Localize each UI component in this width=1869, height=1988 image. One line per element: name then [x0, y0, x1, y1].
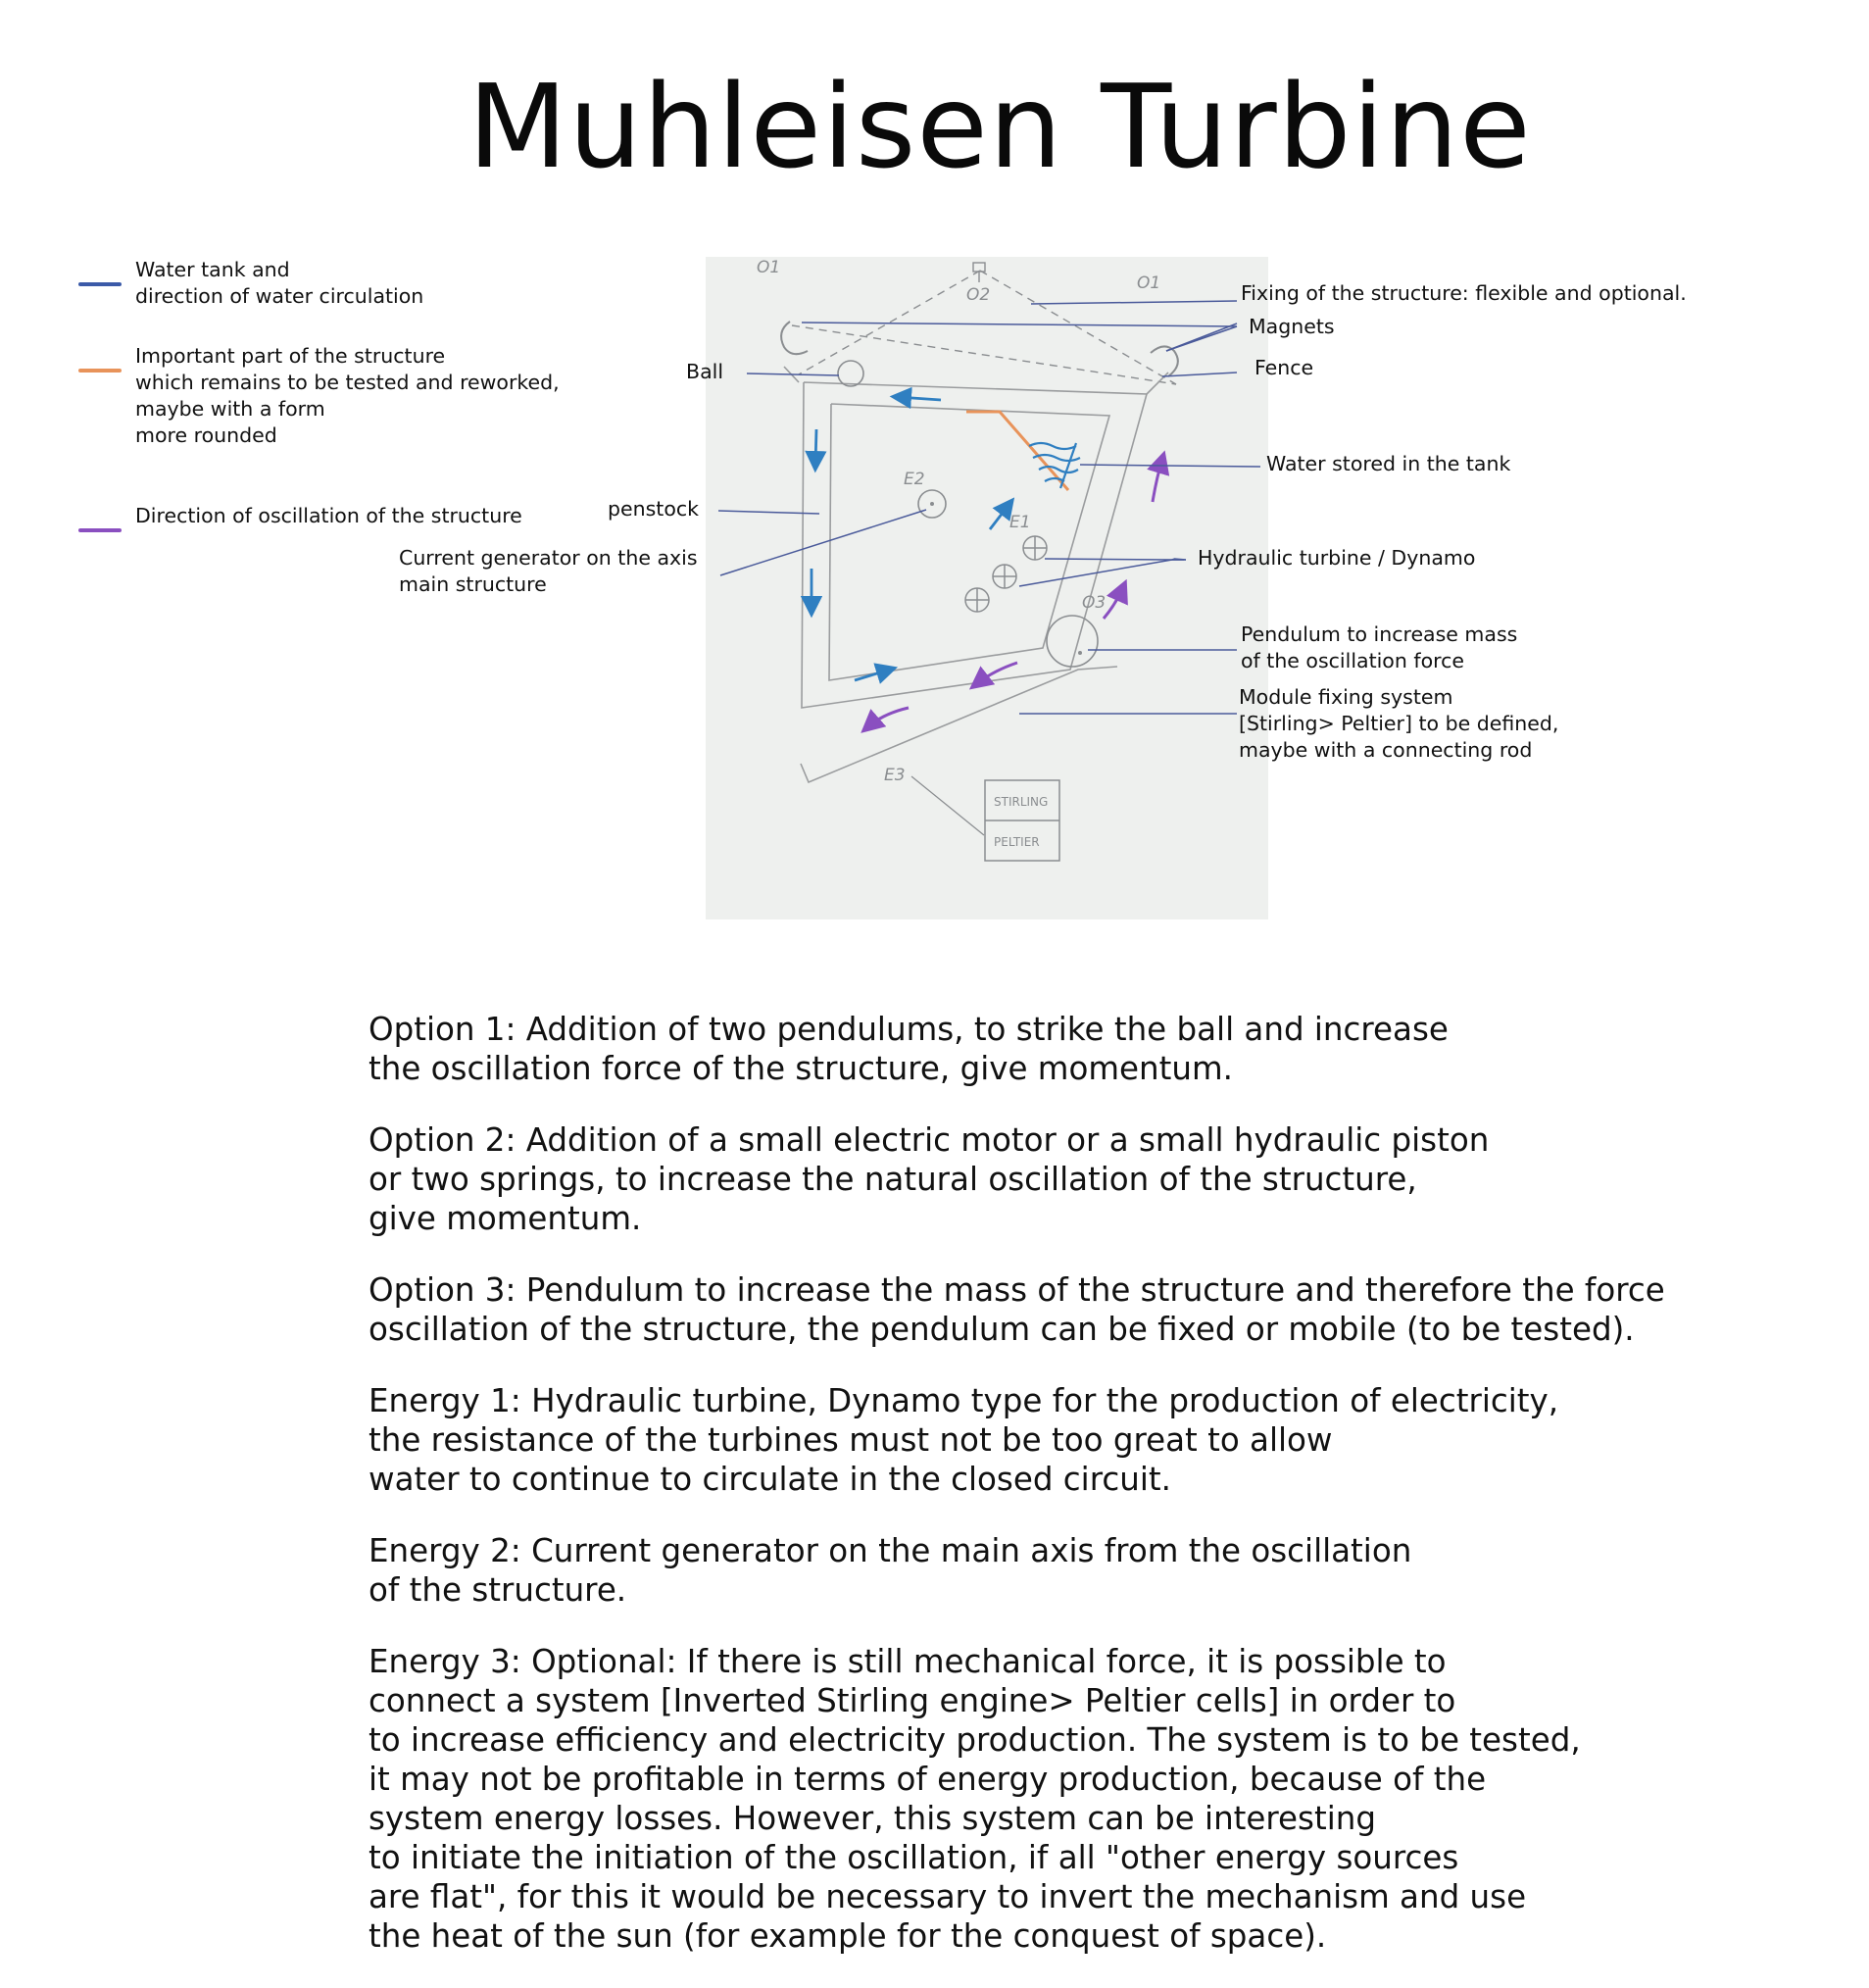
legend-label: Direction of oscillation of the structure — [135, 504, 522, 527]
sketch-label-o1-right: O1 — [1137, 273, 1161, 293]
label-water: Water stored in the tank — [1266, 452, 1511, 475]
label-hydraulic: Hydraulic turbine / Dynamo — [1198, 546, 1476, 570]
label-ball: Ball — [686, 360, 724, 383]
sketch-label-e3: E3 — [884, 766, 906, 785]
sketch-label-o2: O2 — [966, 285, 991, 305]
sketch-label-o1-left: O1 — [757, 258, 781, 277]
label-fixing: Fixing of the structure: flexible and optional. — [1241, 281, 1687, 305]
label-magnets: Magnets — [1249, 315, 1335, 338]
energy-2-text: Energy 2: Current generator on the main axis from the oscillation of the structure. — [369, 1532, 1412, 1609]
label-module: Module fixing system [Stirling> Peltier] to be defined, maybe with a connecting rod — [1239, 685, 1559, 762]
label-pendulum: Pendulum to increase mass of the oscillation force — [1241, 622, 1518, 672]
legend-label: Water tank and direction of water circulation — [135, 258, 424, 308]
label-fence: Fence — [1254, 356, 1314, 379]
label-penstock: penstock — [608, 497, 700, 521]
energy-1-text: Energy 1: Hydraulic turbine, Dynamo type for the production of electricity, the resistance of the turbines must not be too great to allow water to continue to circulate in the closed circuit. — [369, 1382, 1559, 1498]
page-title: Muhleisen Turbine — [467, 59, 1532, 194]
description — [369, 1010, 1819, 1988]
option-2-text: Option 2: Addition of a small electric motor or a small hydraulic piston or two springs, to increase the natural oscillation of the structure, give momentum. — [369, 1121, 1490, 1237]
label-current-generator: Current generator on the axis main structure — [399, 546, 698, 596]
option-1-text: Option 1: Addition of two pendulums, to strike the ball and increase the oscillation force of the structure, give momentum. — [369, 1011, 1449, 1087]
sketch-label-peltier: PELTIER — [994, 835, 1040, 849]
energy-3-text: Energy 3: Optional: If there is still mechanical force, it is possible to connect a system [Inverted Stirling engine> Peltier cells] in order to to increase efficiency and electricity production. The system is to be tested, it may not be profitable in terms of energy production, because of the system energy losses. However, this system can be interesting to initiate the initiation of the oscillation, if all "other energy sources are flat", for this it would be necessary to invert the mechanism and use the heat of the sun (for example for the conquest of space). — [369, 1643, 1581, 1955]
sketch-label-stirling: STIRLING — [994, 795, 1049, 809]
option-3-text: Option 3: Pendulum to increase the mass of the structure and therefore the force oscillation of the structure, the pendulum can be fixed or mobile (to be tested). — [369, 1271, 1665, 1348]
sketch-label-o3: O3 — [1082, 593, 1107, 613]
sketch-label-e2: E2 — [904, 470, 925, 489]
sketch-label-e1: E1 — [1009, 513, 1031, 532]
legend-label: Important part of the structure which remains to be tested and reworked, maybe with a form more rounded — [135, 344, 560, 447]
